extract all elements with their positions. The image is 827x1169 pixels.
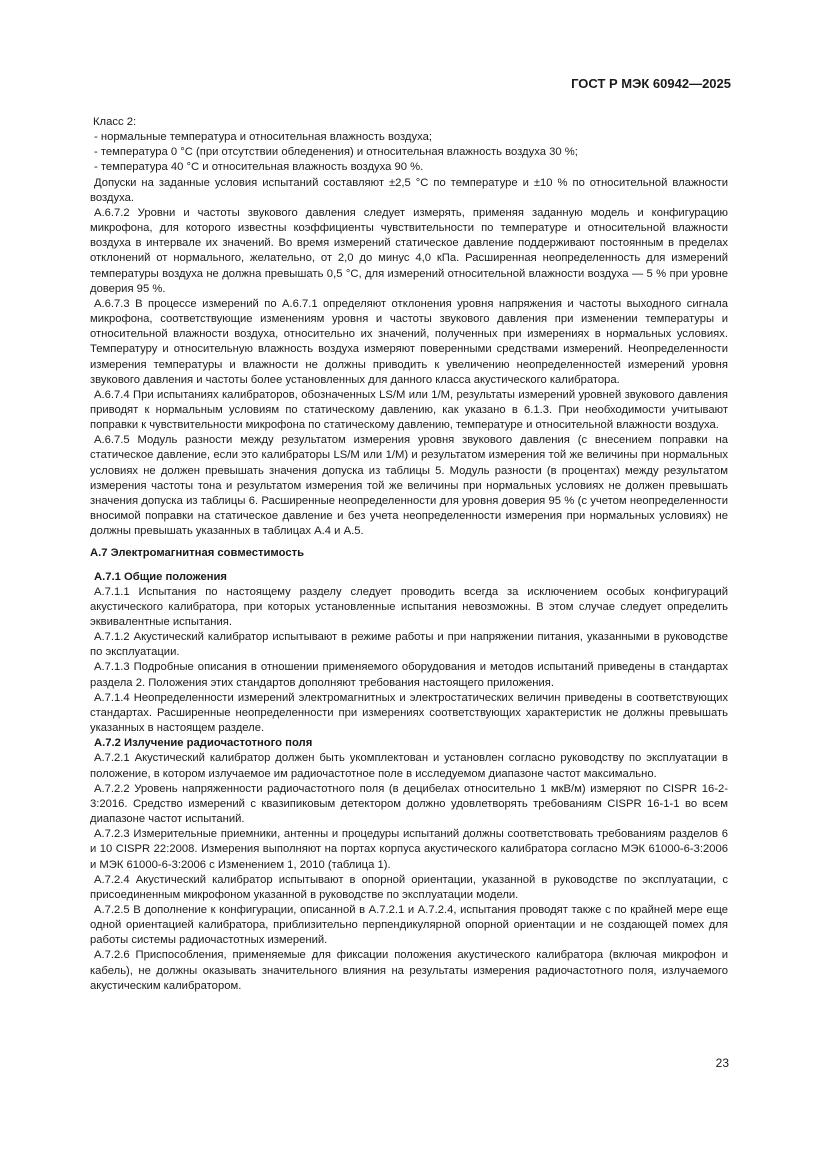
- class-2-heading: Класс 2:: [93, 116, 137, 128]
- paragraph-a672: А.6.7.2 Уровни и частоты звукового давления следует измерять, применяя заданную модель и конфигурацию микрофона, для которого известны коэффициенты чувствительности по температуре и относительной влажности воздуха в интервале их значений. Во время измерений статическое давление поддерживают постоянным в пределах отклонений от нормального, желательно, от 2,0 до минус 4,0 кПа. Расширенная неопределенность для измерений температуры воздуха не должна превышать 0,5 °C, для измерений относительной влажности воздуха — 5 % при уровне доверия 95 %.: [90, 206, 728, 295]
- paragraph-a726: А.7.2.6 Приспособления, применяемые для фиксации положения акустического калибратора (включая микрофон и кабель), не должны оказывать значительного влияния на результаты измерения радиочастотного поля, излучаемого акустическим калибратором.: [90, 949, 728, 992]
- paragraph-a725: А.7.2.5 В дополнение к конфигурации, описанной в А.7.2.1 и А.7.2.4, испытания проводят также с по крайней мере еще одной ориентацией калибратора, приблизительно перпендикулярной опорной ориентации и не создающей помех для работы системы радиочастотных измерений.: [90, 903, 728, 947]
- subsection-heading-a72: А.7.2 Излучение радиочастотного поля: [94, 737, 313, 750]
- paragraph-a722: А.7.2.2 Уровень напряженности радиочастотного поля (в децибелах относительно 1 мкВ/м) измеряют по CISPR 16-2-3:2016. Средство измерений с квазипиковым детектором должно удовлетворять требованиям CISPR 16-1-1 во всем диапазоне частот испытаний.: [90, 782, 728, 826]
- paragraph-a714: А.7.1.4 Неопределенности измерений электромагнитных и электростатических величин приведены в соответствующих стандартах. Расширенные неопределенности при измерениях соответствующих характеристик не должны превышать указанных в настоящем разделе.: [90, 691, 728, 735]
- list-item: - температура 0 °C (при отсутствии обледенения) и относительная влажность воздуха 30 %;: [94, 146, 578, 159]
- paragraph-a724: А.7.2.4 Акустический калибратор испытывают в опорной ориентации, указанной в руководстве по эксплуатации, с присоединенным микрофоном указанной в руководстве по эксплуатации модели.: [90, 873, 728, 901]
- paragraph-a673: А.6.7.3 В процессе измерений по А.6.7.1 определяют отклонения уровня напряжения и частоты выходного сигнала микрофона, соответствующие изменениям уровня и частоты звукового давления при изменении температуры и относительной влажности воздуха, относительно их значений, полученных при измерениях в нормальных условиях. Температуру и относительную влажность воздуха измеряют поверенными средствами измерений. Неопределенности измерения температуры и влажности не должны приводить к увеличению неопределенностей измерений уровня звукового давления и частоты более установленных для данного класса акустического калибратора.: [90, 297, 728, 386]
- page-body: [90, 115, 728, 994]
- section-heading-a7: А.7 Электромагнитная совместимость: [90, 547, 305, 560]
- list-item: - температура 40 °C и относительная влажность воздуха 90 %.: [94, 161, 424, 174]
- paragraph: Допуски на заданные условия испытаний составляют ±2,5 °C по температуре и ±10 % по относительной влажности воздуха.: [90, 176, 728, 204]
- paragraph-a721: А.7.2.1 Акустический калибратор должен быть укомплектован и установлен согласно руководству по эксплуатации в положение, в котором излучаемое им радиочастотное поле в исследуемом диапазоне частот максимально.: [90, 752, 728, 780]
- paragraph-a674: А.6.7.4 При испытаниях калибраторов, обозначенных LS/M или 1/M, результаты измерений уровней звукового давления приводят к нормальным условиям по статическому давлению, как указано в 6.1.3. При необходимости учитывают поправки к чувствительности микрофона по статическому давлению, температуре и относительной влажности воздуха.: [90, 388, 728, 432]
- paragraph-a711: А.7.1.1 Испытания по настоящему разделу следует проводить всегда за исключением особых конфигураций акустического калибратора, при которых установленные испытания невозможны. В этом случае следует определить эквивалентные испытания.: [90, 585, 728, 628]
- list-item: - нормальные температура и относительная влажность воздуха;: [94, 131, 432, 144]
- page-number: 23: [715, 1056, 729, 1070]
- document-header: ГОСТ Р МЭК 60942—2025: [571, 76, 731, 91]
- paragraph-a675: А.6.7.5 Модуль разности между результатом измерения уровня звукового давления (с внесением поправки на статическое давление, если это калибраторы LS/M или 1/M) и результатом измерения той же величины при нормальных условиях не должен превышать значения допуска из таблицы 5. Модуль разности (в процентах) между результатом измерения частоты тона и результатом измерения той же величины при нормальных условиях не должен превышать значения допуска из таблицы 6. Расширенные неопределенности для уровня доверия 95 % (с учетом неопределенности вносимой поправки на статическое давление и без учета неопределенности измерения при нормальных условиях) не должны превышать указанных в таблицах А.4 и А.5.: [90, 434, 728, 538]
- paragraph-a712: А.7.1.2 Акустический калибратор испытывают в режиме работы и при напряжении питания, указанными в руководстве по эксплуатации.: [90, 631, 728, 659]
- subsection-heading-a71: А.7.1 Общие положения: [94, 570, 227, 583]
- paragraph-a723: А.7.2.3 Измерительные приемники, антенны и процедуры испытаний должны соответствовать требованиям разделов 6 и 10 CISPR 22:2008. Измерения выполняют на портах корпуса акустического калибратора согласно МЭК 61000-6-3:2006 и МЭК 61000-6-3:2006 с Изменением 1, 2010 (таблица 1).: [90, 828, 728, 871]
- paragraph-a713: А.7.1.3 Подробные описания в отношении применяемого оборудования и методов испытаний приведены в стандартах раздела 2. Положения этих стандартов дополняют требования настоящего приложения.: [90, 661, 728, 689]
